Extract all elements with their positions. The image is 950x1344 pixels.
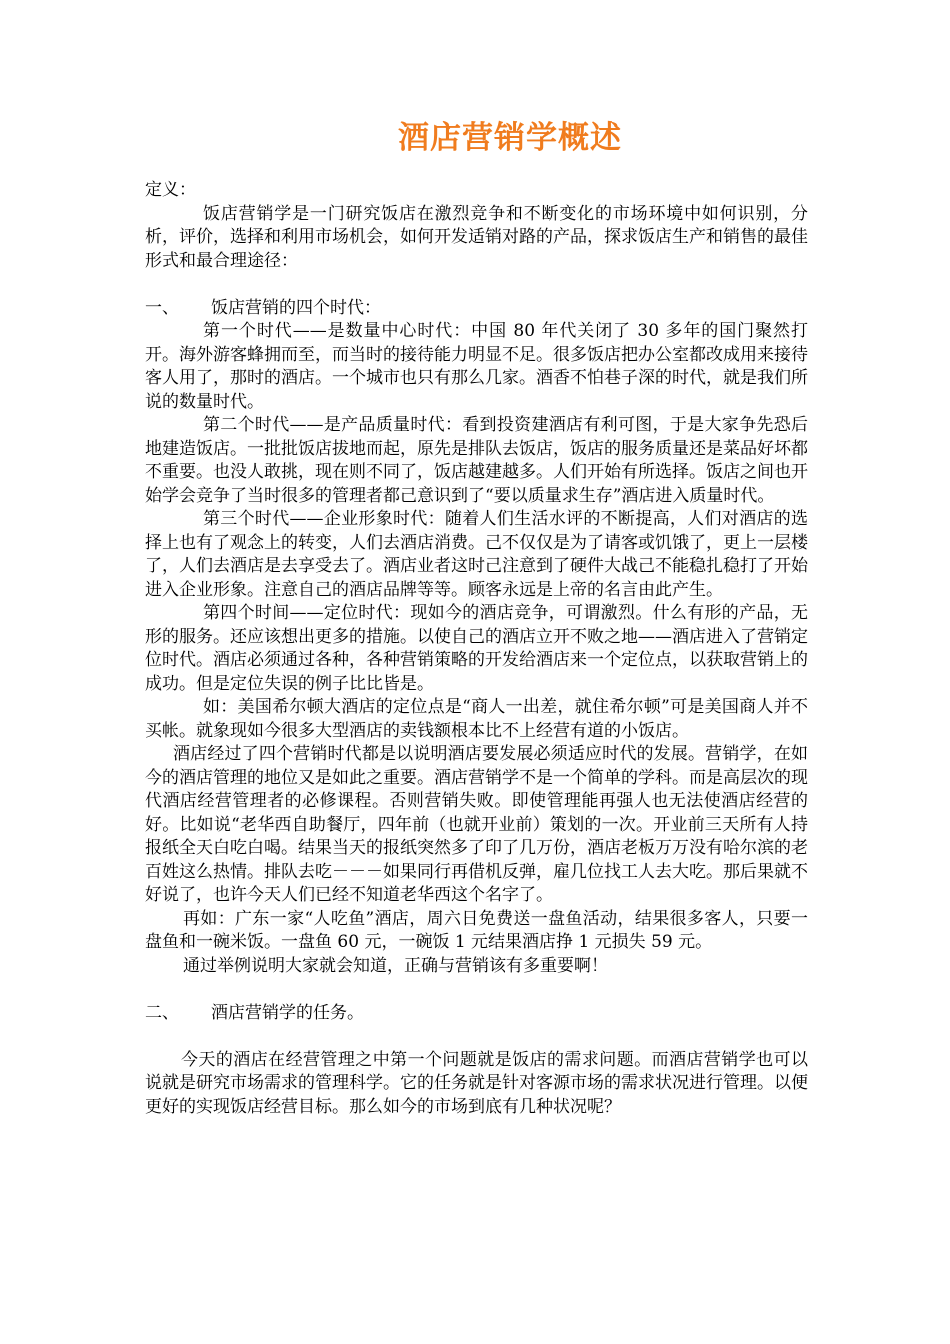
section-heading-2	[145, 1002, 808, 1026]
tasks-paragraph: 今天的酒店在经营管理之中第一个问题就是饭店的需求问题。而酒店营销学也可以说就是研究市场需求的管理科学。它的任务就是针对客源市场的需求状况进行管理。以便更好的实现饭店经营目标。那么如今的市场到底有几种状况呢？	[145, 1049, 808, 1117]
definition-label: 定义：	[145, 180, 196, 200]
section-number-1: 一、	[145, 297, 179, 318]
section-title-2: 酒店营销学的任务。	[211, 1002, 364, 1023]
spacer	[145, 978, 808, 1002]
example-2-paragraph: 再如：广东一家“人吃鱼”酒店，周六日免费送一盘鱼活动，结果很多客人，只要一盘鱼和一碗米饭。一盘鱼 60 元，一碗饭 1 元结果酒店挣 1 元损失 59 元。	[145, 908, 808, 952]
era-1-paragraph: 第一个时代——是数量中心时代：中国 80 年代关闭了 30 多年的国门聚然打开。海外游客蜂拥而至，而当时的接待能力明显不足。很多饭店把办公室都改成用来接待客人用了，那时的酒店。一个城市也只有那么几家。酒香不怕巷子深的时代，就是我们所说的数量时代。	[145, 321, 808, 412]
summary-paragraph: 酒店经过了四个营销时代都是以说明酒店要发展必须适应时代的发展。营销学，在如今的酒店管理的地位又是如此之重要。酒店营销学不是一个简单的学科。而是高层次的现代酒店经营管理者的必修课程。否则营销失败。即使管理能再强人也无法使酒店经营的好。比如说“老华西自助餐厅，四年前（也就开业前）策划的一次。开业前三天所有人持报纸全天白吃白喝。结果当天的报纸突然多了印了几万份，酒店老板万万没有哈尔滨的老百姓这么热情。排队去吃－－－如果同行再借机反弹，雇几位找工人去大吃。那后果就不好说了，也许今天人们已经不知道老华西这个名字了。	[145, 744, 808, 905]
section-heading-1	[145, 297, 808, 321]
example-1-paragraph: 如：美国希尔顿大酒店的定位点是“商人一出差，就住希尔顿”可是美国商人并不买帐。就象现如今很多大型酒店的卖钱额根本比不上经营有道的小饭店。	[145, 697, 808, 741]
section-number-2: 二、	[145, 1002, 179, 1023]
spacer	[145, 1025, 808, 1049]
definition-paragraph: 饭店营销学是一门研究饭店在激烈竞争和不断变化的市场环境中如何识别，分析，评价，选择和利用市场机会，如何开发适销对路的产品，探求饭店生产和销售的最佳形式和最合理途径：	[145, 203, 808, 271]
era-4-paragraph: 第四个时间——定位时代：现如今的酒店竞争，可谓激烈。什么有形的产品，无形的服务。还应该想出更多的措施。以使自己的酒店立开不败之地——酒店进入了营销定位时代。酒店必须通过各种，各种营销策略的开发给酒店来一个定位点，以获取营销上的成功。但是定位失误的例子比比皆是。	[145, 603, 808, 694]
section-title-1: 饭店营销的四个时代：	[211, 297, 381, 318]
spacer	[145, 273, 808, 297]
era-2-paragraph: 第二个时代——是产品质量时代：看到投资建酒店有利可图，于是大家争先恐后地建造饭店。一批批饭店拔地而起，原先是排队去饭店，饭店的服务质量还是菜品好坏都不重要。也没人敢挑，现在则不同了，饭店越建越多。人们开始有所选择。饭店之间也开始学会竞争了当时很多的管理者都己意识到了“要以质量求生存”酒店进入质量时代。	[145, 415, 808, 506]
era-3-paragraph: 第三个时代——企业形象时代：随着人们生活水评的不断提高，人们对酒店的选择上也有了观念上的转变，人们去酒店消费。己不仅仅是为了请客或饥饿了，更上一层楼了，人们去酒店是去享受去了。酒店业者这时己注意到了硬件大战己不能稳扎稳打了开始进入企业形象。注意自己的酒店品牌等等。顾客永远是上帝的名言由此产生。	[145, 509, 808, 600]
document-title: 酒店营销学概述	[398, 120, 622, 156]
document-body	[145, 179, 808, 1119]
conclusion-paragraph: 通过举例说明大家就会知道，正确与营销该有多重要啊！	[183, 955, 608, 976]
